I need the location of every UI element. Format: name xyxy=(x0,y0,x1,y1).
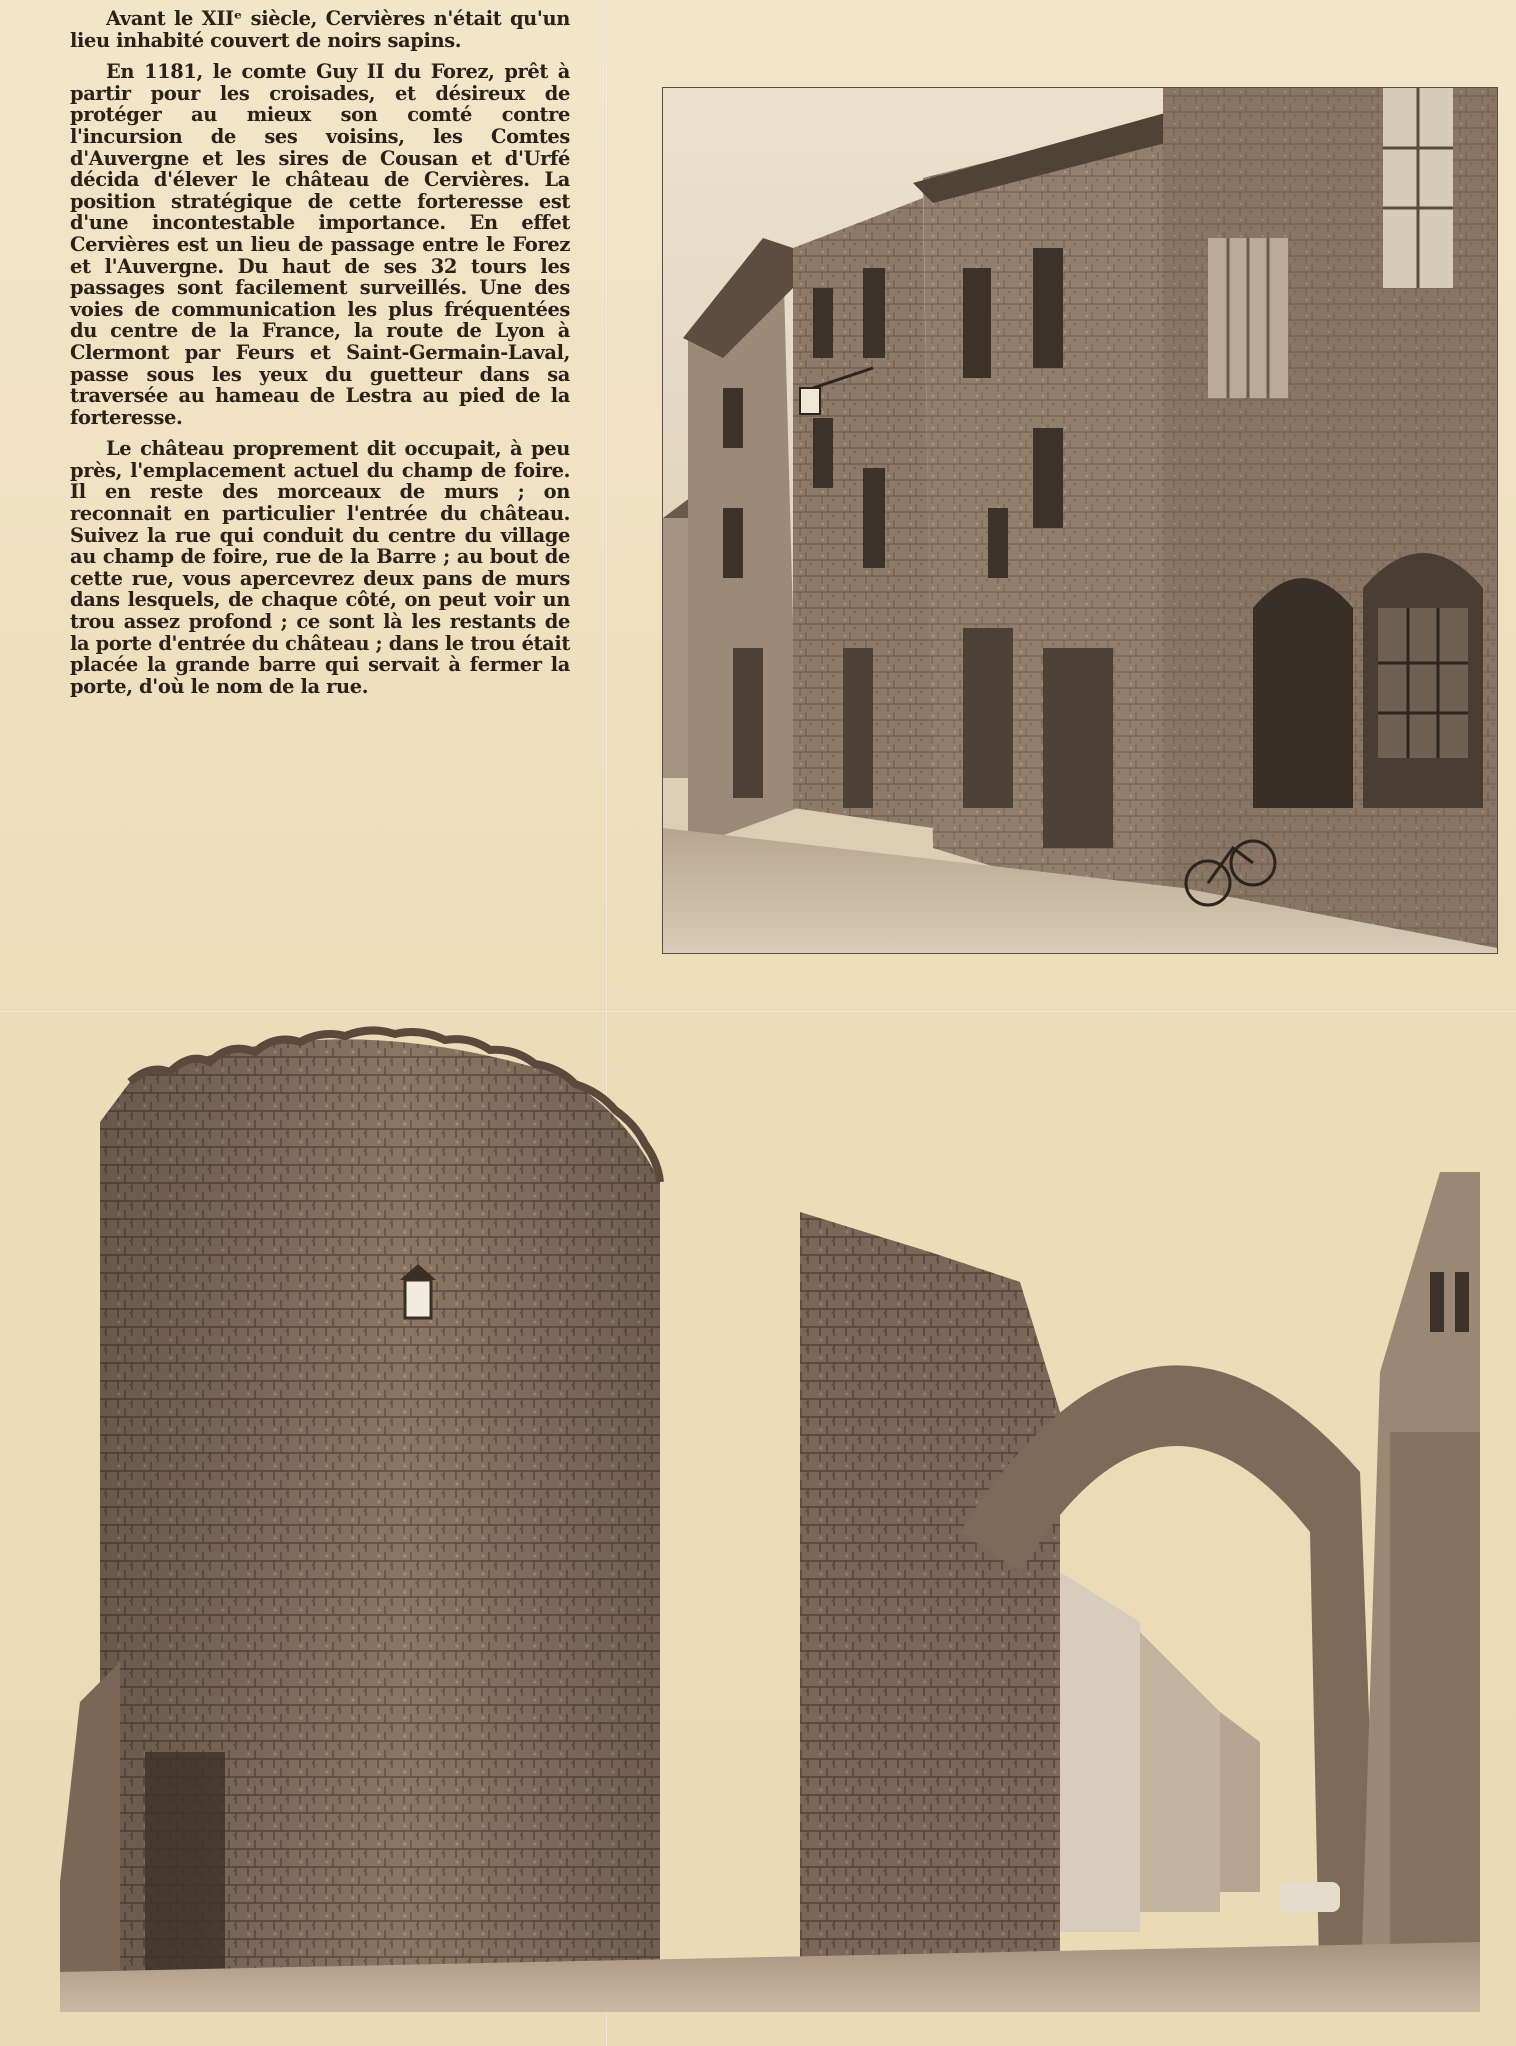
photo-old-houses-street xyxy=(662,87,1498,954)
paragraph-intro: Avant le XIIᵉ siècle, Cervières n'était qu'un lieu inhabité couvert de noirs sapins. xyxy=(70,7,570,52)
paragraph-history: En 1181, le comte Guy II du Forez, prêt à partir pour les croisades, et désireux de protéger au mieux son comté contre l'incursion de ses voisins, les Comtes d'Auvergne et les sires de Cousan et d'Urfé décida d'élever le château de Cervières. La position stratégique de cette forteresse est d'une incontestable importance. En effet Cervières est un lieu de passage entre le Forez et l'Auvergne. Du haut de ses 32 tours les passages sont facilement surveillés. Une des voies de communication les plus fréquentées du centre de la France, la route de Lyon à Clermont par Feurs et Saint-Germain-Laval, passe sous les yeux du guetteur dans sa traversée au hameau de Lestra au pied de la forteresse. xyxy=(70,60,570,429)
photo-castle-tower-arch xyxy=(60,1012,1480,2012)
paragraph-chateau: Le château proprement dit occupait, à peu près, l'emplacement actuel du champ de foire. Il en reste des morceaux de murs ; on reconnait en particulier l'entrée du château. Suivez la rue qui conduit du centre du village au champ de foire, rue de la Barre ; au bout de cette rue, vous apercevrez deux pans de murs dans lesquels, de chaque côté, on peut voir un trou assez profond ; ce sont là les restants de la porte d'entrée du château ; dans le trou était placée la grande barre qui servait à fermer la porte, d'où le nom de la rue. xyxy=(70,437,570,698)
tower-arch-illustration xyxy=(60,1012,1480,2012)
old-houses-illustration xyxy=(663,88,1497,953)
article-text-column xyxy=(70,8,570,707)
